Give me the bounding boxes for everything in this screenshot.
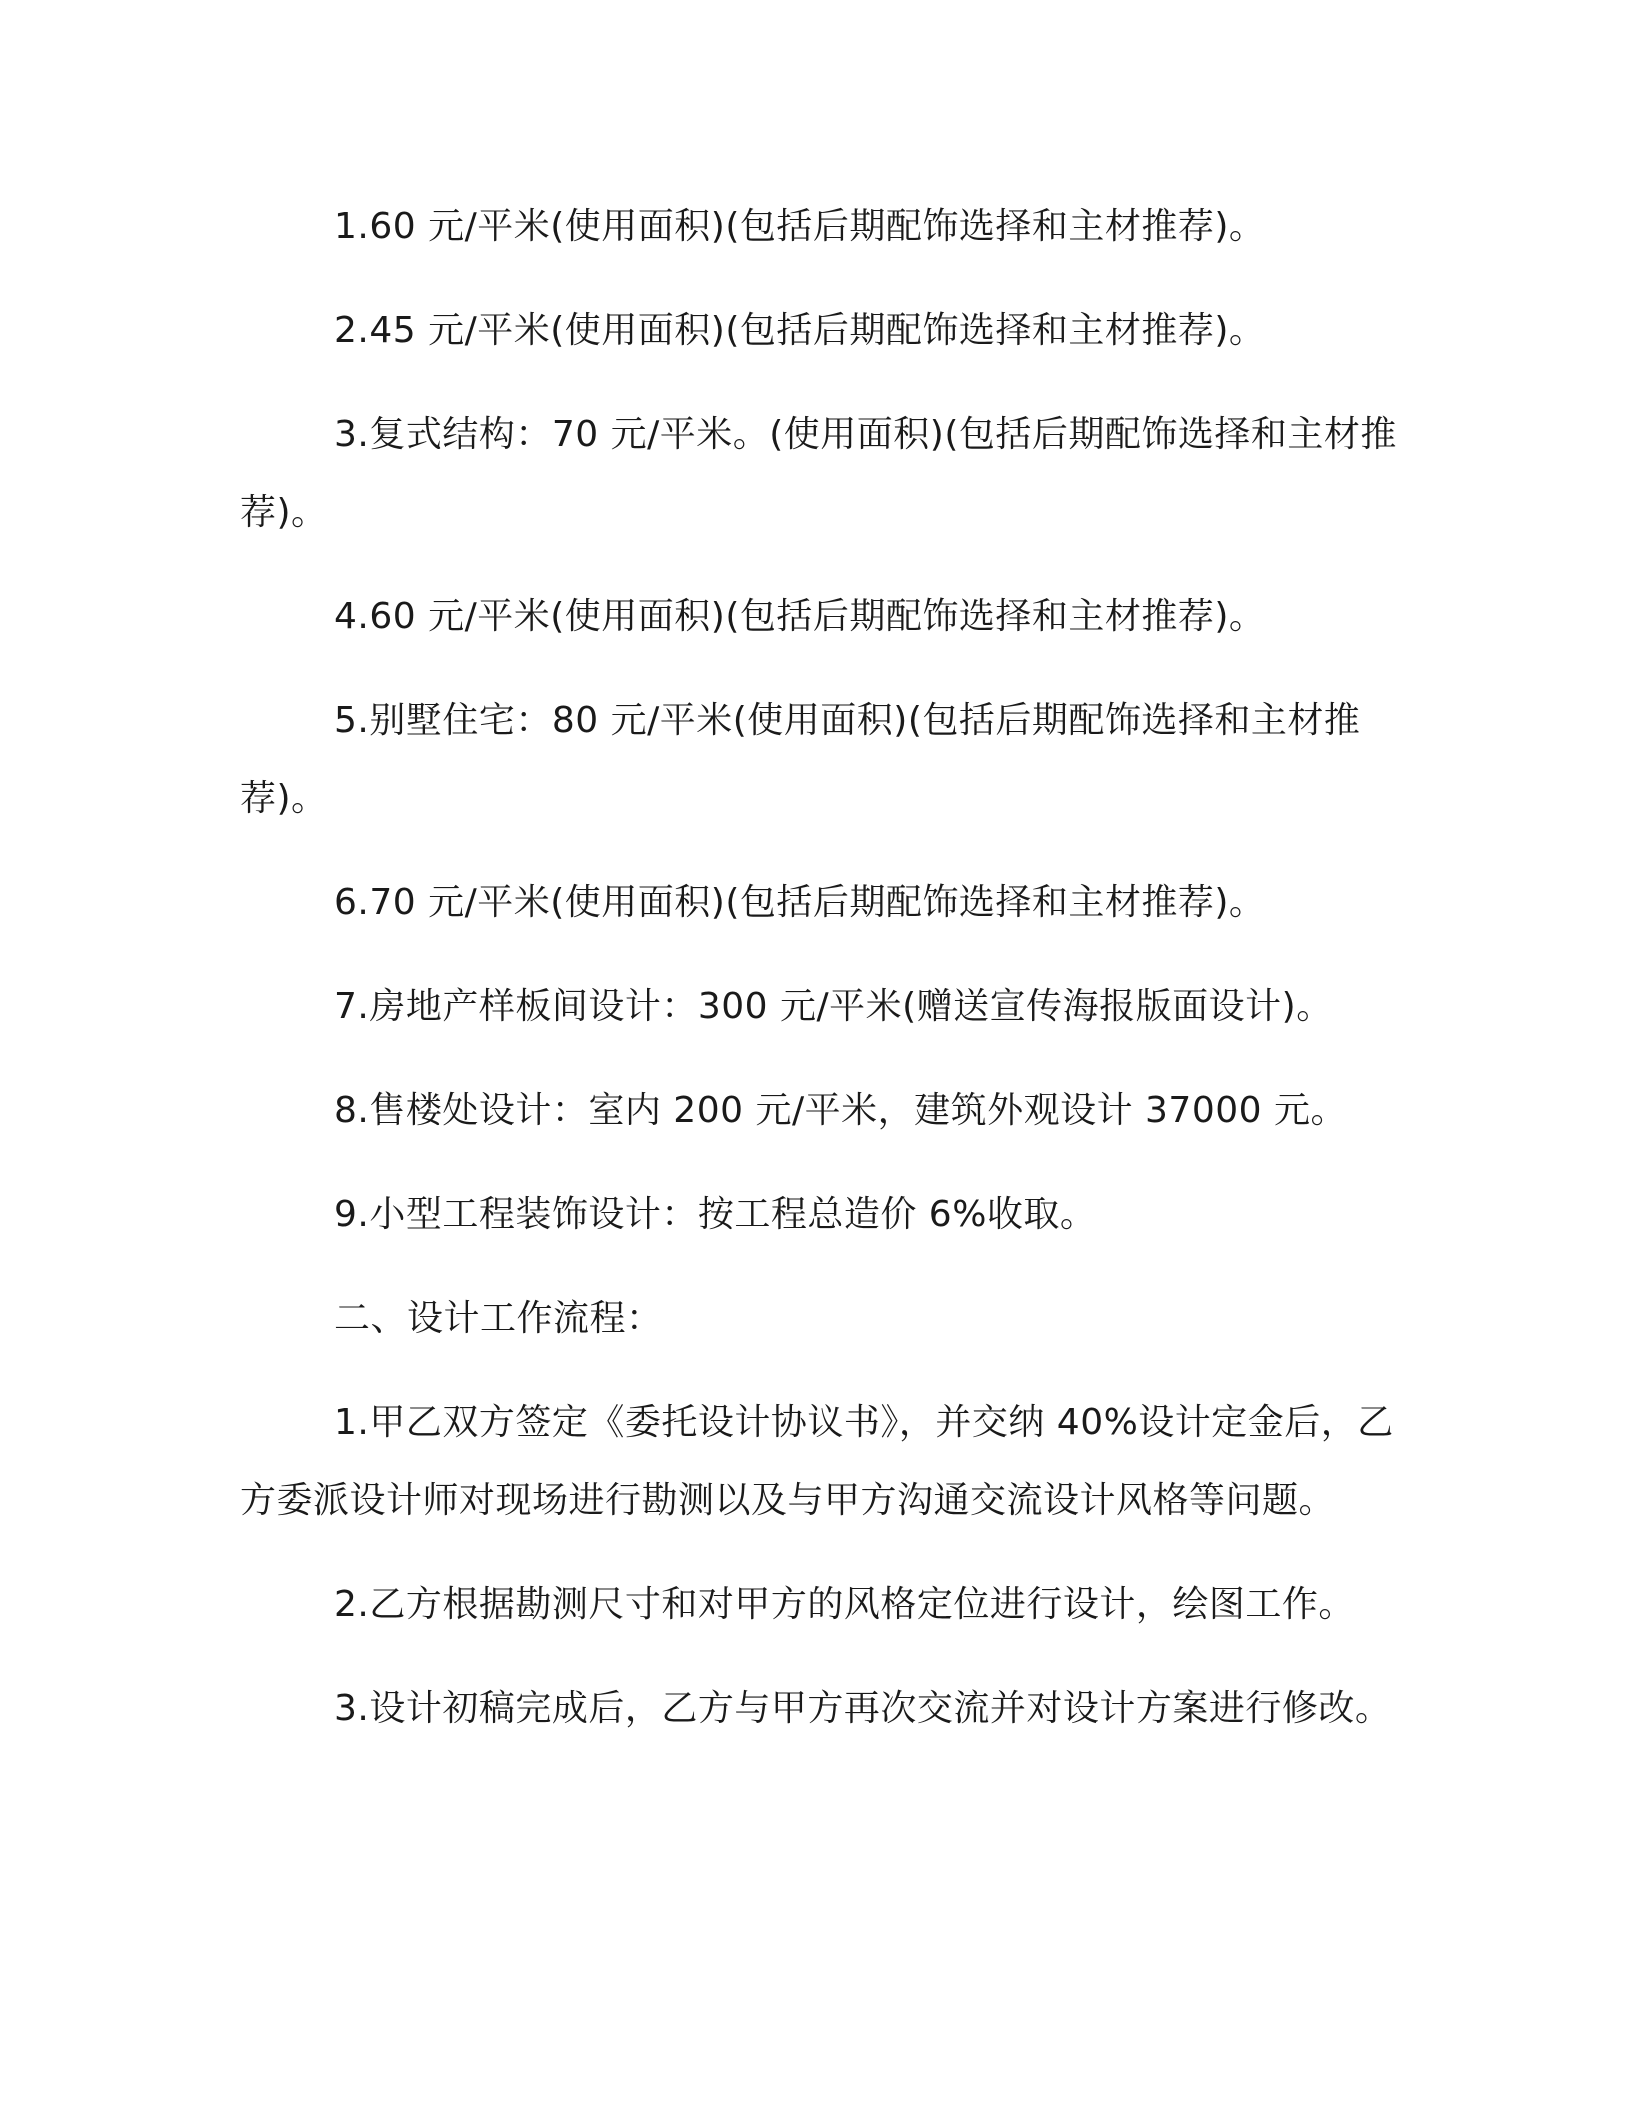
fee-item-8: 8.售楼处设计：室内 200 元/平米，建筑外观设计 37000 元。 — [334, 1090, 1347, 1131]
section-heading-workflow: 二、设计工作流程： — [334, 1298, 663, 1339]
fee-item-4: 4.60 元/平米(使用面积)(包括后期配饰选择和主材推荐)。 — [334, 596, 1266, 637]
fee-item-5: 5.别墅住宅：80 元/平米(使用面积)(包括后期配饰选择和主材推荐)。 — [240, 700, 1361, 819]
workflow-step-3: 3.设计初稿完成后，乙方与甲方再次交流并对设计方案进行修改。 — [334, 1688, 1392, 1729]
fee-item-2: 2.45 元/平米(使用面积)(包括后期配饰选择和主材推荐)。 — [334, 310, 1266, 351]
fee-item-6: 6.70 元/平米(使用面积)(包括后期配饰选择和主材推荐)。 — [334, 882, 1266, 923]
fee-item-1: 1.60 元/平米(使用面积)(包括后期配饰选择和主材推荐)。 — [334, 206, 1266, 247]
fee-item-7: 7.房地产样板间设计：300 元/平米(赠送宣传海报版面设计)。 — [334, 986, 1333, 1027]
fee-item-3: 3.复式结构：70 元/平米。(使用面积)(包括后期配饰选择和主材推荐)。 — [240, 414, 1397, 533]
workflow-step-2: 2.乙方根据勘测尺寸和对甲方的风格定位进行设计，绘图工作。 — [334, 1584, 1355, 1625]
workflow-step-1: 1.甲乙双方签定《委托设计协议书》，并交纳 40%设计定金后，乙方委派设计师对现场进行勘测以及与甲方沟通交流设计风格等问题。 — [240, 1402, 1394, 1521]
document-body — [240, 188, 1400, 1774]
fee-item-9: 9.小型工程装饰设计：按工程总造价 6%收取。 — [334, 1194, 1097, 1235]
